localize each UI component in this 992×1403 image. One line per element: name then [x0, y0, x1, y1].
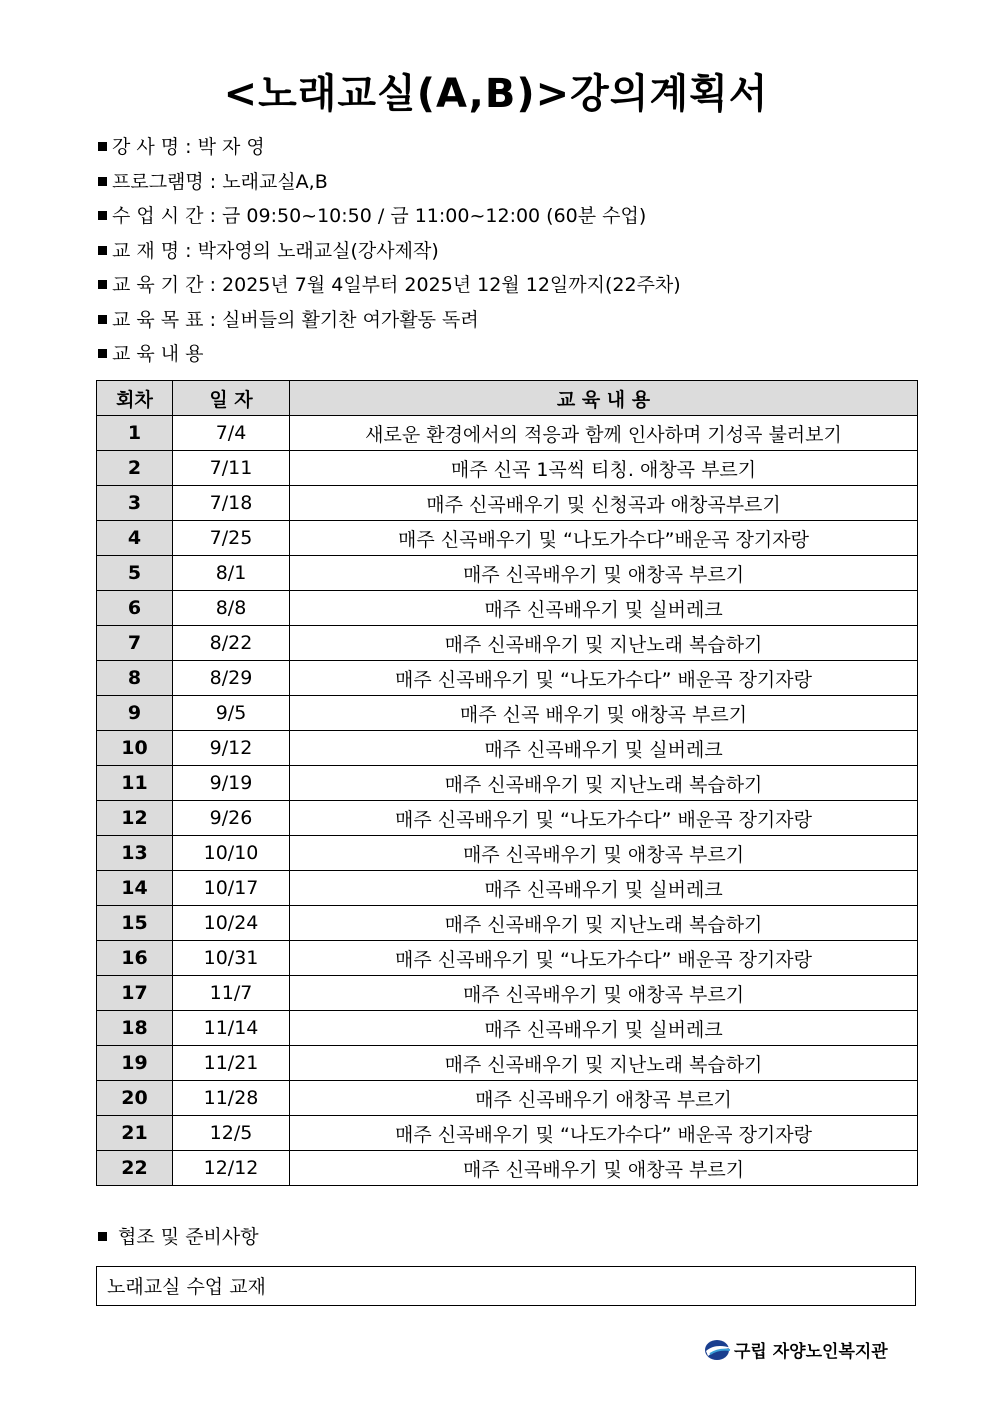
date-cell: 10/10	[173, 836, 290, 871]
org-name: 구립 자양노인복지관	[734, 1342, 888, 1362]
table-row	[97, 1046, 918, 1081]
content-cell: 새로운 환경에서의 적응과 함께 인사하며 기성곡 불러보기	[290, 416, 918, 451]
session-cell: 3	[97, 486, 173, 521]
table-row	[97, 836, 918, 871]
table-row	[97, 941, 918, 976]
content-cell: 매주 신곡배우기 및 “나도가수다” 배운곡 장기자랑	[290, 1116, 918, 1151]
square-bullet-icon	[98, 280, 107, 289]
date-cell: 10/24	[173, 906, 290, 941]
table-row	[97, 766, 918, 801]
session-cell: 9	[97, 696, 173, 731]
table-row	[97, 1116, 918, 1151]
date-cell: 11/21	[173, 1046, 290, 1081]
table-row	[97, 731, 918, 766]
content-cell: 매주 신곡배우기 및 “나도가수다” 배운곡 장기자랑	[290, 801, 918, 836]
table-row	[97, 451, 918, 486]
content-cell: 매주 신곡배우기 및 지난노래 복습하기	[290, 906, 918, 941]
preparation-heading: 협조 및 준비사항	[98, 1222, 259, 1249]
page-title: <노래교실(A,B)>강의계획서	[223, 71, 769, 117]
session-cell: 8	[97, 661, 173, 696]
date-cell: 9/5	[173, 696, 290, 731]
header-session: 회차	[97, 381, 173, 416]
content-cell: 매주 신곡배우기 및 실버레크	[290, 871, 918, 906]
session-cell: 17	[97, 976, 173, 1011]
session-cell: 4	[97, 521, 173, 556]
session-cell: 12	[97, 801, 173, 836]
session-cell: 1	[97, 416, 173, 451]
table-row	[97, 486, 918, 521]
info-row-class-time: 수 업 시 간 : 금 09:50~10:50 / 금 11:00~12:00 (60분 수업)	[98, 199, 681, 234]
square-bullet-icon	[98, 315, 107, 324]
info-row-period: 교 육 기 간 : 2025년 7월 4일부터 2025년 12월 12일까지(22주차)	[98, 268, 681, 303]
date-cell: 9/19	[173, 766, 290, 801]
content-cell: 매주 신곡배우기 및 실버레크	[290, 591, 918, 626]
content-cell: 매주 신곡배우기 및 지난노래 복습하기	[290, 626, 918, 661]
table-row	[97, 626, 918, 661]
table-row	[97, 906, 918, 941]
square-bullet-icon	[98, 246, 107, 255]
info-row-content-heading: 교 육 내 용	[98, 337, 681, 372]
session-cell: 2	[97, 451, 173, 486]
table-row	[97, 556, 918, 591]
content-cell: 매주 신곡 1곡씩 티칭. 애창곡 부르기	[290, 451, 918, 486]
date-cell: 7/18	[173, 486, 290, 521]
content-cell: 매주 신곡배우기 및 지난노래 복습하기	[290, 766, 918, 801]
header-content: 교 육 내 용	[290, 381, 918, 416]
content-cell: 매주 신곡배우기 및 “나도가수다” 배운곡 장기자랑	[290, 941, 918, 976]
date-cell: 9/26	[173, 801, 290, 836]
square-bullet-icon	[98, 211, 107, 220]
session-cell: 11	[97, 766, 173, 801]
date-cell: 8/1	[173, 556, 290, 591]
table-row	[97, 871, 918, 906]
date-cell: 11/7	[173, 976, 290, 1011]
table-header-row	[97, 381, 918, 416]
date-cell: 9/12	[173, 731, 290, 766]
content-cell: 매주 신곡배우기 및 애창곡 부르기	[290, 836, 918, 871]
org-logo-icon	[704, 1339, 732, 1361]
square-bullet-icon	[98, 142, 107, 151]
session-cell: 13	[97, 836, 173, 871]
info-list	[98, 130, 681, 372]
table-row	[97, 1011, 918, 1046]
info-row-program: 프로그램명 : 노래교실A,B	[98, 165, 681, 200]
table-row	[97, 696, 918, 731]
info-row-textbook: 교 재 명 : 박자영의 노래교실(강사제작)	[98, 234, 681, 269]
content-cell: 매주 신곡배우기 및 애창곡 부르기	[290, 1151, 918, 1186]
date-cell: 10/31	[173, 941, 290, 976]
session-cell: 22	[97, 1151, 173, 1186]
lesson-plan-table	[96, 380, 918, 1186]
content-cell: 매주 신곡배우기 및 “나도가수다”배운곡 장기자랑	[290, 521, 918, 556]
square-bullet-icon	[98, 1232, 107, 1241]
content-cell: 매주 신곡배우기 및 지난노래 복습하기	[290, 1046, 918, 1081]
square-bullet-icon	[98, 177, 107, 186]
date-cell: 8/22	[173, 626, 290, 661]
info-row-instructor: 강 사 명 : 박 자 영	[98, 130, 681, 165]
session-cell: 16	[97, 941, 173, 976]
date-cell: 8/29	[173, 661, 290, 696]
session-cell: 7	[97, 626, 173, 661]
session-cell: 19	[97, 1046, 173, 1081]
header-date: 일 자	[173, 381, 290, 416]
session-cell: 15	[97, 906, 173, 941]
content-cell: 매주 신곡배우기 및 애창곡 부르기	[290, 556, 918, 591]
content-cell: 매주 신곡배우기 애창곡 부르기	[290, 1081, 918, 1116]
content-cell: 매주 신곡배우기 및 애창곡 부르기	[290, 976, 918, 1011]
session-cell: 18	[97, 1011, 173, 1046]
content-cell: 매주 신곡배우기 및 신청곡과 애창곡부르기	[290, 486, 918, 521]
table-row	[97, 661, 918, 696]
table-row	[97, 976, 918, 1011]
session-cell: 14	[97, 871, 173, 906]
content-cell: 매주 신곡배우기 및 “나도가수다” 배운곡 장기자랑	[290, 661, 918, 696]
date-cell: 11/28	[173, 1081, 290, 1116]
session-cell: 20	[97, 1081, 173, 1116]
table-row	[97, 801, 918, 836]
table-row	[97, 1151, 918, 1186]
date-cell: 7/4	[173, 416, 290, 451]
date-cell: 12/5	[173, 1116, 290, 1151]
content-cell: 매주 신곡배우기 및 실버레크	[290, 731, 918, 766]
session-cell: 10	[97, 731, 173, 766]
table-row	[97, 416, 918, 451]
date-cell: 7/25	[173, 521, 290, 556]
preparation-box: 노래교실 수업 교재	[96, 1266, 916, 1306]
date-cell: 10/17	[173, 871, 290, 906]
content-cell: 매주 신곡배우기 및 실버레크	[290, 1011, 918, 1046]
session-cell: 21	[97, 1116, 173, 1151]
table-row	[97, 591, 918, 626]
table-row	[97, 521, 918, 556]
table-row	[97, 1081, 918, 1116]
square-bullet-icon	[98, 349, 107, 358]
session-cell: 5	[97, 556, 173, 591]
date-cell: 11/14	[173, 1011, 290, 1046]
date-cell: 7/11	[173, 451, 290, 486]
footer-logo	[704, 1337, 888, 1362]
session-cell: 6	[97, 591, 173, 626]
date-cell: 12/12	[173, 1151, 290, 1186]
content-cell: 매주 신곡 배우기 및 애창곡 부르기	[290, 696, 918, 731]
date-cell: 8/8	[173, 591, 290, 626]
info-row-goal: 교 육 목 표 : 실버들의 활기찬 여가활동 독려	[98, 303, 681, 338]
